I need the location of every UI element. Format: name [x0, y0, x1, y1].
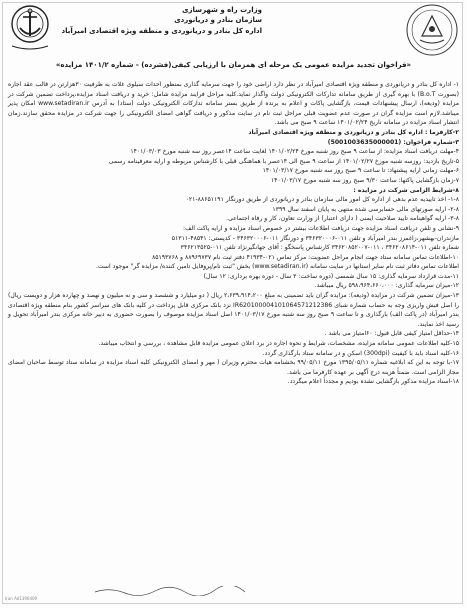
- paragraph: ۱- اداره کل بنادر و دریانوردی و منطقه ویژه اقتصادی امیرآباد در نظر دارد اراضی خود را جهت سرمایه گذاری بمنظور احداث سیلوی غلات به ظرفیت ۳۰هزارتن در قالب عقد اجاره (بصورت B.o.T) با بهره گیری از طریق سامانه تدارکات الکترونیکی دولت واگذار نماید.کلیه مراحل فرایند مزایده شامل: خرید و دریافت اسناد مزایده،پرداخت تضمین شرکت در مزایده (ودیعه)، ارسال پیشنهادات قیمت، بازگشایی پاکات و اعلام به برنده از طریق بستر سامانه تدارکات الکترونیکی دولت (ستاد) به آدرس www.setadiran.ir امکان پذیر میباشد.لازم است مزایده گران در صورت عدم عضویت قبلی مراحل ثبت نام در سایت مذکور و دریافت گواهی امضای الکترونیکی را جهت شرکت در مزایده محقق سازند.زمان انتشار اسناد مزایده در سامانه تاریخ ۱۴۰۱/۰۲/۲۴ ساعت ۹ صبح می باشد.: [8, 81, 460, 127]
- paragraph: ۱۱-مدت قرارداد سرمایه گذاری: ۱۵ سال شمسی (دوره ساخت: ۳ سال - دوره بهره برداری: ۱۲ سال): [203, 272, 459, 280]
- paragraph: ۱۲-میزان سرمایه گذاری: ۵۹۸،۹۶۴،۶۶۰،۰۰۰ ریال میباشد.: [314, 282, 459, 290]
- paragraph: ۱۶-کلیه اسناد باید با کیفیت (300dpi) اسکن و در سامانه ستاد بارگذاری گردد.: [262, 349, 459, 357]
- paragraph: ۲-۸- ارایه صورتهای مالی حسابرسی شده منتهی به پایان اسفند سال ۱۳۹۹: [272, 205, 459, 213]
- tender-body: [8, 80, 459, 387]
- paragraph: ۵-تاریخ بازدید: روزسه شنبه مورخ ۱۴۰۱/۰۲/۲۷ از ساعت ۹ صبح الی ۱۴عصر با هماهنگی قبلی با کارشناس مربوطه و ارایه معرفینامه رسمی: [108, 157, 459, 165]
- organization-name: سازمان بنادر و دریانوردی: [174, 16, 262, 24]
- paragraph: ۳-شماره فراخوان: (5001003635000001): [327, 138, 459, 146]
- paragraph: ۹-نشانی و تلفن دریافت اسناد مزایده جهت دریافت اطلاعات بیشتر در خصوص اسناد مزایده و ارایه پاکت الف:: [183, 224, 459, 232]
- paragraph: ۱۸-اسناد مزایده مذکور بازگشایی نشده بودیم و مجدداً اعلام میگردد.: [287, 378, 459, 386]
- ministry-seal: [404, 2, 460, 58]
- paragraph: ۸-شرایط الزامی شرکت در مزایده :: [353, 186, 459, 194]
- signature-scribble: [90, 586, 250, 596]
- paragraph: اطلاعات تماس دفاتر ثبت نام سایر استانها در سایت سامانه (www.setadiran.ir) بخش "ثبت نام/پروفایل تامین کننده/ مزایده گر" موجود است.: [95, 263, 459, 271]
- paragraph: ۱-۸- اخذ تاییدیه عدم بدهی از اداره کل امور مالی سازمان بنادر و دریانوردی از طریق دورنگار ۸۸۶۵۱۱۹۱-۰۲۱: [185, 196, 459, 204]
- paragraph: ۴-مهلت دریافت اسناد مزایده: از ساعت ۹ صبح روز شنبه مورخ ۱۴۰۱/۰۲/۲۴ لغایت ساعت ۱۴عصر روز سه شنبه مورخ ۱۴۰۱/۰۳/۰۳: [130, 148, 459, 156]
- ministry-name: وزارت راه و شهرسازی: [182, 6, 262, 14]
- paragraph: ۱۵-کلیه اطلاعات عمومی سامانه مزایده، مشخصات، شرایط و نحوه اجاره در برد اعلان عمومی مزایده قابل مشاهده ، بررسی و انتخاب میباشد.: [98, 340, 459, 348]
- document-id: Iran Ad1390409: [5, 596, 38, 601]
- tender-title: «فراخوان تجدید مزایده عمومی یک مرحله ای همزمان با ارزیابی کیفی(فشرده) - شماره ۱۴۰۱/۲ مزایده»: [55, 61, 412, 69]
- paragraph: ۱۴-حداقل امتیاز کیفی قابل قبول: ۶۰امتیاز می باشد .: [324, 330, 459, 338]
- paragraph: ۱۳-میزان تضمین شرکت در مزایده (ودیعه): مزایده گران باید تضمینی به مبلغ ۲،۶۳۹،۹۱۴،۲۰۰ ریال ( دو میلیارد و ششصد و سی و نه میلیون و نهصد و چهارده هزار و دویست ریال) را اصل فیش واریزی وجه به حساب شماره شبای IR620100004101064571212386 نزد بانک مرکزی قابل پرداخت در کلیه بانک های سراسر کشور بنام منطقه ویژه اقتصادی بندر امیرآباد (در پاکت الف) بارگذاری و تا ساعت ۹ صبح روز سه شنبه مورخ ۱۴۰۱/۰۳/۱۷ اصل اسناد مزایده موصوف را بصورت حضوری به دبیر خانه مرکزی بندر امیرآباد تحویل و رسید اخذ نمایند.: [8, 292, 460, 328]
- paragraph: ۶-مهلت زمانی ارایه پیشنهاد: تا ساعت ۹ صبح روز سه شنبه مورخ ۱۴۰۱/۰۳/۱۷: [262, 167, 459, 175]
- paragraph: ۳-۸- ارایه گواهینامه تایید صلاحیت ایمنی ( دارای اعتبار) از وزارت تعاون، کار و رفاه اجتماعی.: [226, 215, 459, 223]
- paragraph: ۱۷-با توجه به این که ابلاغیه شماره ۱۳۹۵/۰۵/۱۱ مورخ ۹۹/۰۵/۱۱ بخشنامه هیات محترم وزیران ( مهر و امضای الکترونیکی کلیه اسناد مزایده در سامانه ستاد توسط صاحبان امضای مجاز الزامی است. ضمناً هزینه درج آگهی بر عهده کارفرما می باشد.: [8, 359, 459, 376]
- paragraph: ۲-کارفرما : اداره کل بنادر و دریانوردی و منطقه ویژه اقتصادی امیرآباد: [248, 128, 459, 136]
- paragraph: شماره تلفن ۰۱۱-۳۴۶۲۰۸۶۱۴ ، ۰۱۱-۳۴۶۲۰۸۵۲۰۰۷ کارشناس پاسخگو : آقای جهانگیرنژاد تلفن ۰۱۱-۳۴۶۲۱۳۵۲۵: [180, 244, 459, 252]
- paragraph: مازندران-بهشهر،زاغمرز بندر امیرآباد و تلفن ۰۱۱-۳۴۶۳۲۰۰۰۶ و دورنگار ۰۱۱-۳۴۶۳۲۰۰۰۶ - کدپستی: ۴۸۵۴۱-۵۱۳۱۱: [171, 234, 459, 242]
- paragraph: ۷-زمان بازگشایی پاکتها: ساعت ۹/۳۰ صبح روز سه شنبه مورخ ۱۴۰۱/۰۳/۱۷: [270, 176, 459, 184]
- department-name: اداره کل بنادر و دریانوردی و منطقه ویژه اقتصادی امیرآباد: [61, 27, 262, 35]
- paragraph: ۱۰-اطلاعات تماس سامانه ستاد جهت انجام مراحل عضویت: مرکز تماس ۰۲۱-۴۱۹۳۴ دفتر ثبت نام ۸۸۹۶۹۷۳۷ و ۸۵۱۹۳۷۶۸: [151, 253, 459, 261]
- ports-organization-logo: [6, 2, 54, 52]
